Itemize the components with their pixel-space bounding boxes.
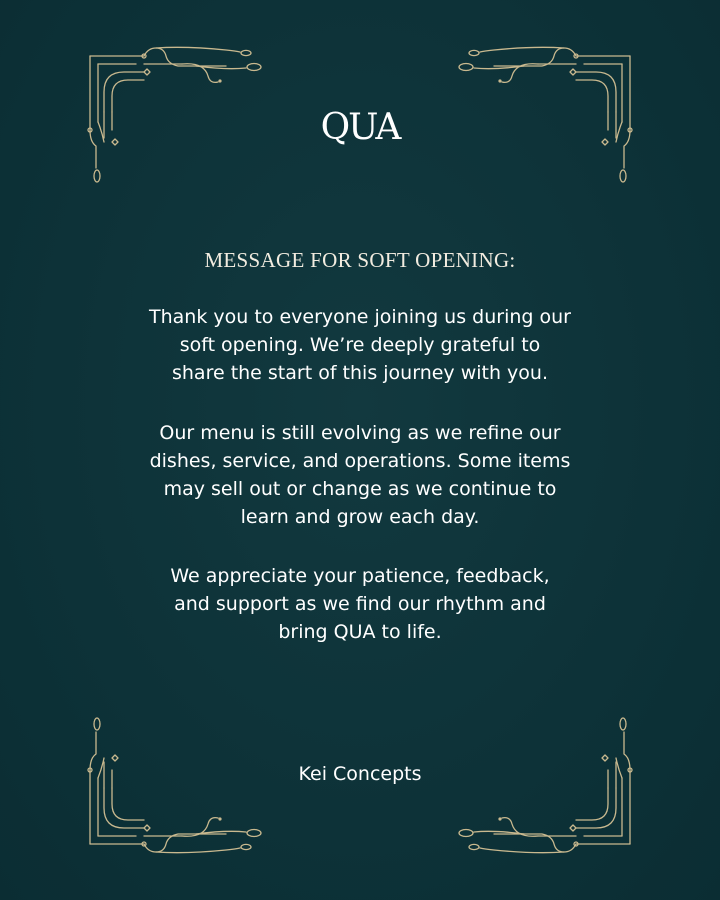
signature: Kei Concepts <box>298 763 422 785</box>
message-paragraph-appreciation: We appreciate your patience, feedback, and support as we find our rhythm and bring QUA to life. <box>170 565 550 643</box>
message-paragraph-thanks: Thank you to everyone joining us during our soft opening. We’re deeply grateful to share the start of this journey with you. <box>149 306 571 384</box>
message-heading: MESSAGE FOR SOFT OPENING: <box>204 248 516 272</box>
brand-logo: QUA <box>320 107 400 148</box>
message-paragraph-menu: Our menu is still evolving as we refine our dishes, service, and operations. Some items may sell out or change as we continue to learn and grow each day. <box>149 422 571 528</box>
